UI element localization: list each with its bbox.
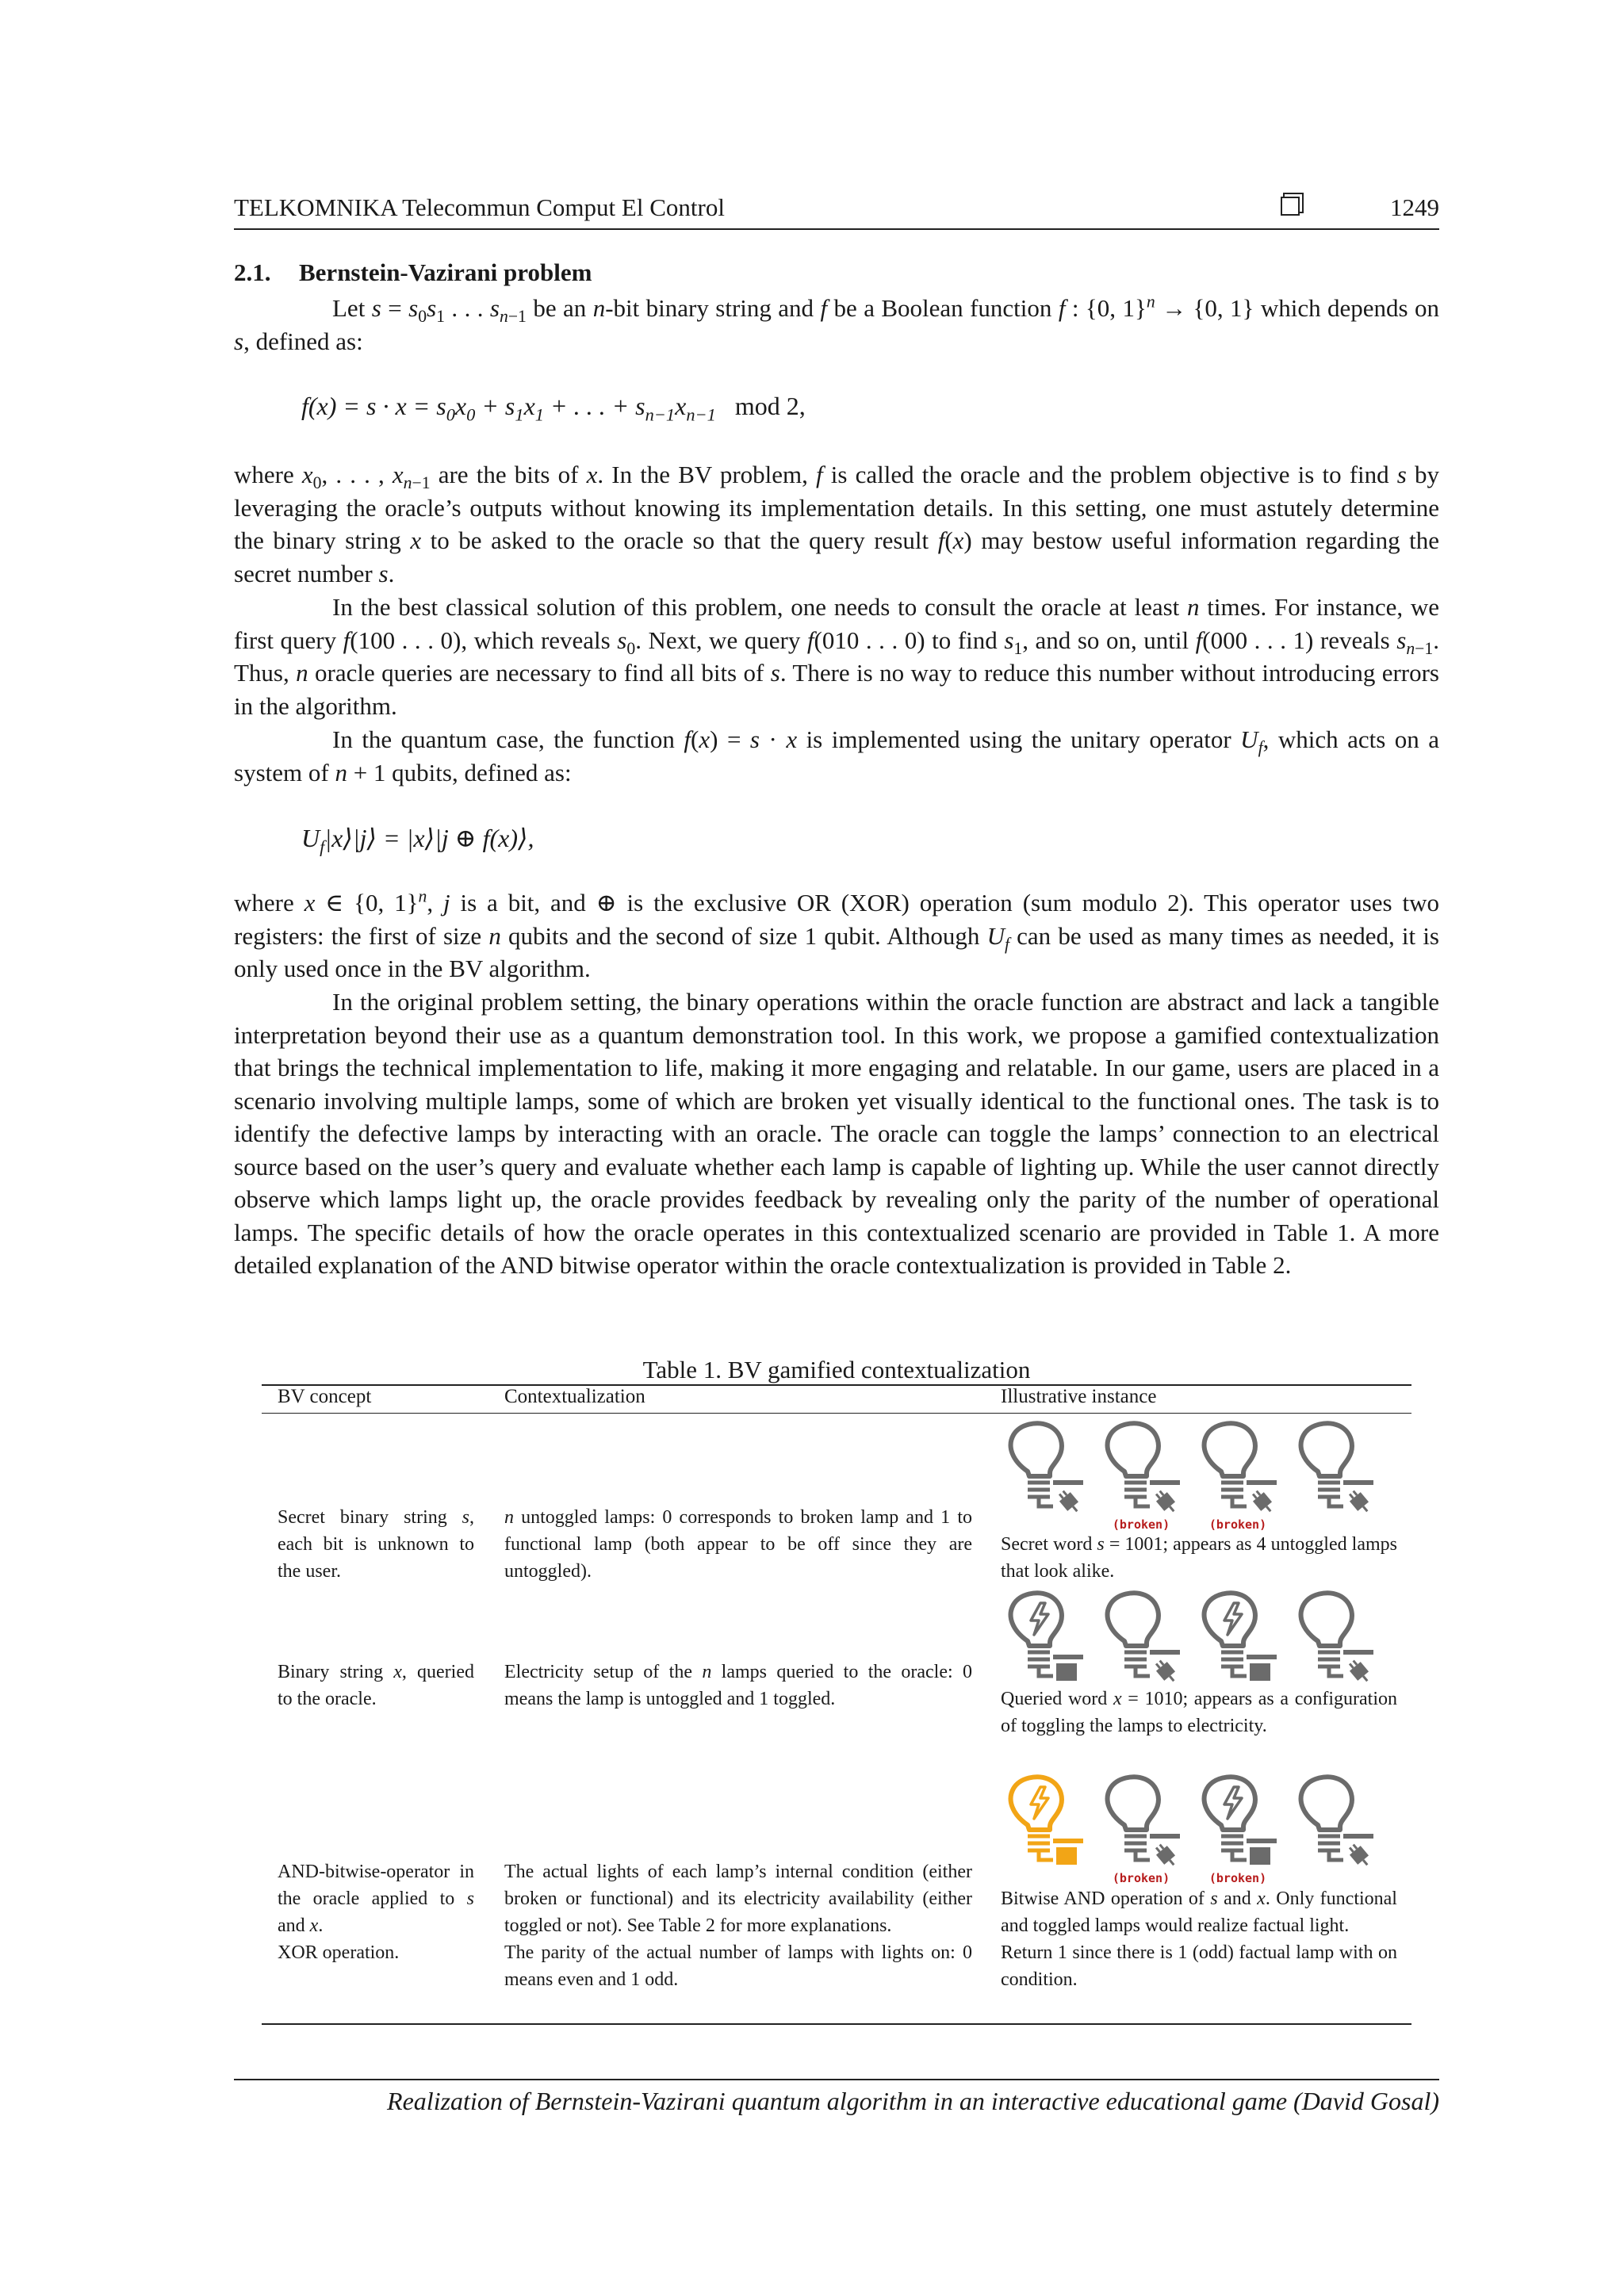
- untoggled-lamp-icon: [1001, 1419, 1088, 1514]
- page-number: 1249: [1390, 193, 1439, 221]
- table-cell-instance-1: Secret word s = 1001; appears as 4 untoggled lamps that look alike.: [1001, 1534, 1397, 1582]
- table-cell-concept-3: AND-bitwise-operator in the oracle applied to s and x. XOR operation.: [278, 1862, 474, 1963]
- paragraph-xor: where x ∈ {0, 1}$^n$, j is a bit, and ⊕ is the exclusive OR (XOR) operation (sum modulo 2). This operator uses two registers: the first of size n qubits and the second of size 1 qubit. Although $U_f$ can be used as many times as needed, it is only used once in the BV algorithm.: [234, 886, 1440, 982]
- table-cell-instance-2: Queried word x = 1010; appears as a configuration of toggling the lamps to electricity.: [1001, 1689, 1397, 1736]
- equation-oracle: $f(x) = s \cdot x = s_0x_0 + s_1x_1$ + . . . + $s_{n-1}x_{n-1}$ mod 2,: [301, 392, 806, 425]
- table-cell-context-1: n untoggled lamps: 0 corresponds to broken lamp and 1 to functional lamp (both appear to be off since they are untoggled).: [504, 1507, 972, 1582]
- paragraph-game: In the original problem setting, the binary operations within the oracle function are abstract and lack a tangible interpretation beyond their use as a quantum demonstration tool. In this work, we propose a gamified contextualization that brings the technical implementation to life, making it more engaging and relatable. In our game, users are placed in a scenario involving multiple lamps, some of which are broken yet visually identical to the functional ones. The task is to identify the defective lamps by interacting with an oracle. The oracle can toggle the lamps’ connection to an electrical source based on the user’s query and evaluate whether each lamp is capable of lighting up. While the user cannot directly observe which lamps light up, the oracle provides feedback by revealing only the parity of the number of operational lamps. The specific details of how the oracle operates in this contextualized scenario are provided in Table 1. A more detailed explanation of the AND bitwise operator within the oracle contextualization is provided in Table 2.: [234, 988, 1439, 1279]
- table-cell-context-2: Electricity setup of the n lamps queried to the oracle: 0 means the lamp is untoggled and 1 toggled.: [504, 1662, 972, 1709]
- square-icon: [1281, 197, 1300, 216]
- paragraph-classical: In the best classical solution of this problem, one needs to consult the oracle at least n times. For instance, we first query f(100 . . . 0), which reveals $s_0$. Next, we query f(010 . . . 0) to find $s_1$, and so on, until f(000 . . . 1) reveals $s_{n-1}$. Thus, n oracle queries are necessary to find all bits of s. There is no way to reduce this number without introducing errors in the algorithm.: [234, 593, 1439, 720]
- table-cell-concept-1: Secret binary string s, each bit is unknown to the user.: [278, 1507, 474, 1582]
- untoggled-lamp-icon: [1291, 1589, 1378, 1684]
- broken-label: (broken): [1112, 1871, 1170, 1885]
- header-illustrative-instance: Illustrative instance: [1001, 1386, 1157, 1407]
- broken-label: (broken): [1208, 1871, 1267, 1885]
- running-header: [234, 190, 1439, 230]
- table-cell-instance-3: Bitwise AND operation of s and x. Only functional and toggled lamps would realize factual light. Return 1 since there is 1 (odd) factual lamp with on condition.: [1001, 1888, 1397, 1990]
- running-footer: Realization of Bernstein-Vazirani quantum algorithm in an interactive educational game (David Gosal): [387, 2087, 1439, 2115]
- section-number: 2.1.: [234, 258, 271, 286]
- footer-rule: [234, 2079, 1439, 2080]
- lit-lamp-icon: [1001, 1773, 1088, 1868]
- section-heading: [234, 258, 592, 287]
- untoggled-lamp-icon: [1097, 1419, 1185, 1514]
- broken-label: (broken): [1112, 1517, 1170, 1532]
- lamp-row-and: [1001, 1773, 1397, 1892]
- paragraph-quantum: In the quantum case, the function f(x) = s · x is implemented using the unitary operator $U_f$, which acts on a system of n + 1 qubits, defined as:: [234, 725, 1440, 786]
- table-top-rule: [262, 1384, 1411, 1386]
- table-bottom-rule: [262, 2023, 1411, 2025]
- toggled-lamp-icon: [1194, 1773, 1281, 1868]
- paragraph-oracle: where $x_0$, . . . , $x_{n-1}$ are the bits of x. In the BV problem, f is called the oracle and the problem objective is to find s by leveraging the oracle’s outputs without knowing its implementation details. In this setting, one must astutely determine the binary string x to be asked to the oracle so that the query result f(x) may bestow useful information regarding the secret number s.: [234, 461, 1440, 587]
- toggled-lamp-icon: [1001, 1589, 1088, 1684]
- untoggled-lamp-icon: [1097, 1589, 1185, 1684]
- toggled-lamp-icon: [1194, 1589, 1281, 1684]
- header-contextualization: Contextualization: [504, 1386, 645, 1407]
- journal-name: TELKOMNIKA Telecommun Comput El Control: [234, 193, 725, 221]
- untoggled-lamp-icon: [1097, 1773, 1185, 1868]
- lamp-row-secret: [1001, 1419, 1397, 1538]
- broken-label: (broken): [1208, 1517, 1267, 1532]
- table-caption: Table 1. BV gamified contextualization: [642, 1356, 1031, 1383]
- untoggled-lamp-icon: [1291, 1419, 1378, 1514]
- untoggled-lamp-icon: [1291, 1773, 1378, 1868]
- table-header-rule: [262, 1413, 1411, 1414]
- equation-unitary: $U_f|x⟩|j⟩$ = |x⟩|j ⊕ f(x)⟩,: [301, 824, 534, 857]
- table-cell-concept-2: Binary string x, queried to the oracle.: [278, 1662, 474, 1709]
- section-title: Bernstein-Vazirani problem: [299, 258, 592, 286]
- paragraph-intro: Let $s = s_0s_1$ . . . $s_{n-1}$ be an n-bit binary string and f be a Boolean function f : {0, 1}$^n$ → {0, 1} which depends on s, defined as:: [234, 292, 1440, 355]
- table-cell-context-3: The actual lights of each lamp’s internal condition (either broken or functional) and its electricity availability (either toggled or not). See Table 2 for more explanations. The parity of the actual number of lamps with lights on: 0 means even and 1 odd.: [504, 1862, 972, 1990]
- header-bv-concept: BV concept: [278, 1386, 372, 1407]
- untoggled-lamp-icon: [1194, 1419, 1281, 1514]
